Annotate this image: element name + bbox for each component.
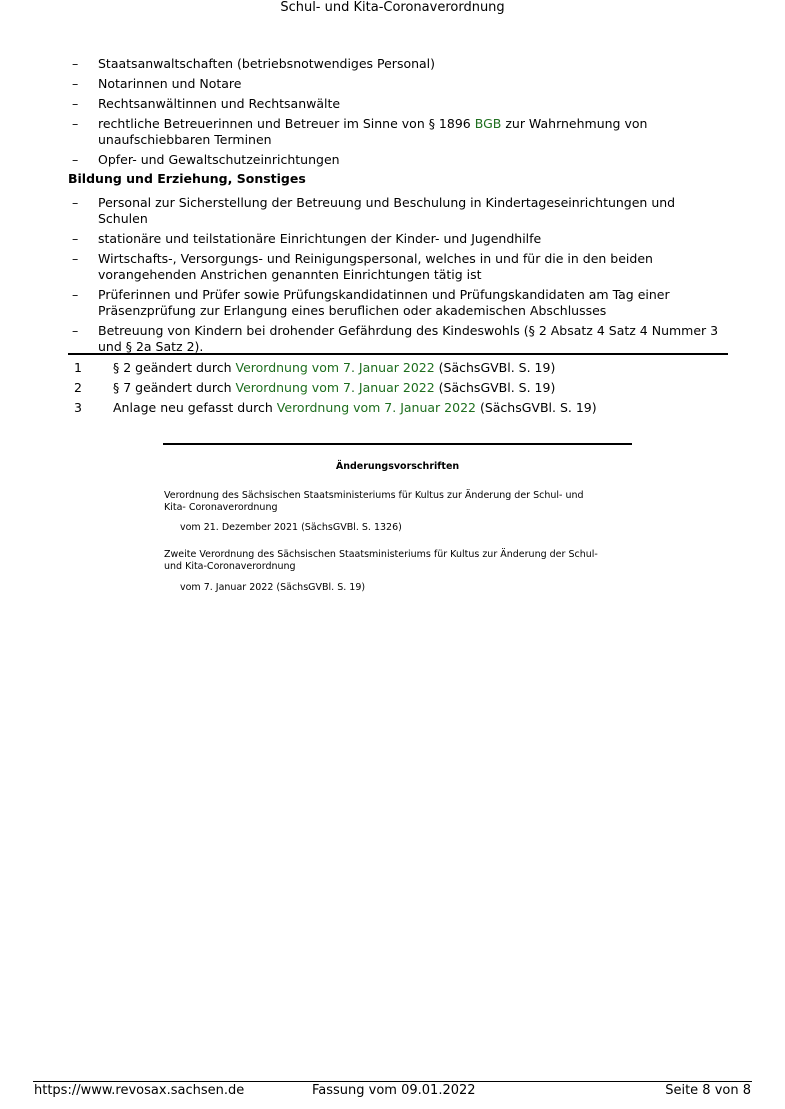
amendment-entry [164, 490, 634, 513]
list-item-text: Prüferinnen und Prüfer sowie Prüfungskandidatinnen und Prüfungskandidaten am Tag einer [98, 287, 670, 302]
footer-divider [33, 1081, 752, 1082]
amendment-date: vom 7. Januar 2022 (SächsGVBl. S. 19) [180, 582, 366, 593]
amendment-date: vom 21. Dezember 2021 (SächsGVBl. S. 1326) [180, 522, 402, 533]
footnote-suffix: (SächsGVBl. S. 19) [434, 360, 556, 375]
amendment-title-line: Verordnung des Sächsischen Staatsministeriums für Kultus zur Änderung der Schul- und [164, 490, 584, 501]
list-item-text: Wirtschafts-, Versorgungs- und Reinigungspersonal, welches in und für die in den beiden [98, 251, 653, 266]
amendment-title-line: Zweite Verordnung des Sächsischen Staatsministeriums für Kultus zur Änderung der Schul- [164, 549, 598, 560]
amendment-title-line: Kita- Coronaverordnung [164, 501, 278, 513]
footnote-number: 2 [74, 380, 82, 395]
dash-bullet: – [72, 56, 79, 71]
dash-bullet: – [72, 323, 79, 338]
education-list [68, 195, 728, 359]
footnote-suffix: (SächsGVBl. S. 19) [434, 380, 556, 395]
dash-bullet: – [72, 195, 79, 210]
dash-bullet: – [72, 231, 79, 246]
list-item-text: Personal zur Sicherstellung der Betreuung und Beschulung in Kindertageseinrichtungen und Schulen [98, 195, 676, 226]
list-item-text: Opfer- und Gewaltschutzeinrichtungen [98, 152, 340, 167]
list-item [68, 251, 728, 283]
list-item [68, 195, 728, 227]
footnote-number: 3 [74, 400, 82, 415]
footnote-link[interactable]: Verordnung vom 7. Januar 2022 [235, 360, 435, 375]
list-item [68, 152, 728, 168]
list-item [68, 231, 728, 247]
footer-page-number: Seite 8 von 8 [665, 1083, 751, 1098]
footnotes [68, 360, 728, 420]
list-item-text: Staatsanwaltschaften (betriebsnotwendiges Personal) [98, 56, 436, 71]
list-item [68, 287, 728, 319]
footer-version: Fassung vom 09.01.2022 [312, 1083, 476, 1098]
dash-bullet: – [72, 152, 79, 167]
section-heading: Bildung und Erziehung, Sonstiges [68, 171, 306, 186]
footnote-text [113, 400, 597, 416]
footnote-suffix: (SächsGVBl. S. 19) [475, 400, 597, 415]
bgb-link[interactable]: BGB [474, 116, 502, 131]
personnel-list [68, 56, 728, 172]
footnote [68, 400, 728, 420]
footnote [68, 380, 728, 400]
footnote-number: 1 [74, 360, 82, 375]
dash-bullet: – [72, 76, 79, 91]
amendment-title-line: und Kita-Coronaverordnung [164, 560, 296, 572]
dash-bullet: – [72, 287, 79, 302]
footnote-divider [68, 353, 728, 355]
footnote-prefix: Anlage neu gefasst durch [113, 400, 277, 415]
footnote-text [113, 360, 555, 376]
list-item [68, 96, 728, 112]
footer-url[interactable]: https://www.revosax.sachsen.de [34, 1083, 245, 1098]
list-item [68, 323, 728, 355]
footnote-link[interactable]: Verordnung vom 7. Januar 2022 [235, 380, 435, 395]
list-item-text: unaufschiebbaren Terminen [98, 132, 272, 147]
list-item-text: rechtliche Betreuerinnen und Betreuer im Sinne von § 1896 [98, 116, 475, 131]
list-item-text: zur Wahrnehmung von [501, 116, 648, 131]
list-item-text: stationäre und teilstationäre Einrichtungen der Kinder- und Jugendhilfe [98, 231, 542, 246]
dash-bullet: – [72, 116, 79, 131]
list-item-text: vorangehenden Anstrichen genannten Einrichtungen tätig ist [98, 267, 482, 282]
list-item-text: Rechtsanwältinnen und Rechtsanwälte [98, 96, 341, 111]
amendments-title: Änderungsvorschriften [335, 461, 460, 472]
page-header: Schul- und Kita-Coronaverordnung [280, 0, 505, 15]
list-item-text: Notarinnen und Notare [98, 76, 242, 91]
footnote-prefix: § 7 geändert durch [113, 380, 236, 395]
footnote [68, 360, 728, 380]
dash-bullet: – [72, 251, 79, 266]
footnote-text [113, 380, 555, 396]
list-item-text: und § 2a Satz 2). [98, 339, 204, 354]
amendments-divider [163, 443, 632, 445]
list-item-text: Präsenzprüfung zur Erlangung eines beruflichen oder akademischen Abschlusses [98, 303, 607, 318]
dash-bullet: – [72, 96, 79, 111]
amendment-entry [164, 549, 634, 572]
footnote-prefix: § 2 geändert durch [113, 360, 236, 375]
footnote-link[interactable]: Verordnung vom 7. Januar 2022 [276, 400, 476, 415]
list-item [68, 76, 728, 92]
list-item [68, 56, 728, 72]
list-item-text: Betreuung von Kindern bei drohender Gefährdung des Kindeswohls (§ 2 Absatz 4 Satz 4 Nummer 3 [98, 323, 719, 338]
list-item [68, 116, 728, 148]
